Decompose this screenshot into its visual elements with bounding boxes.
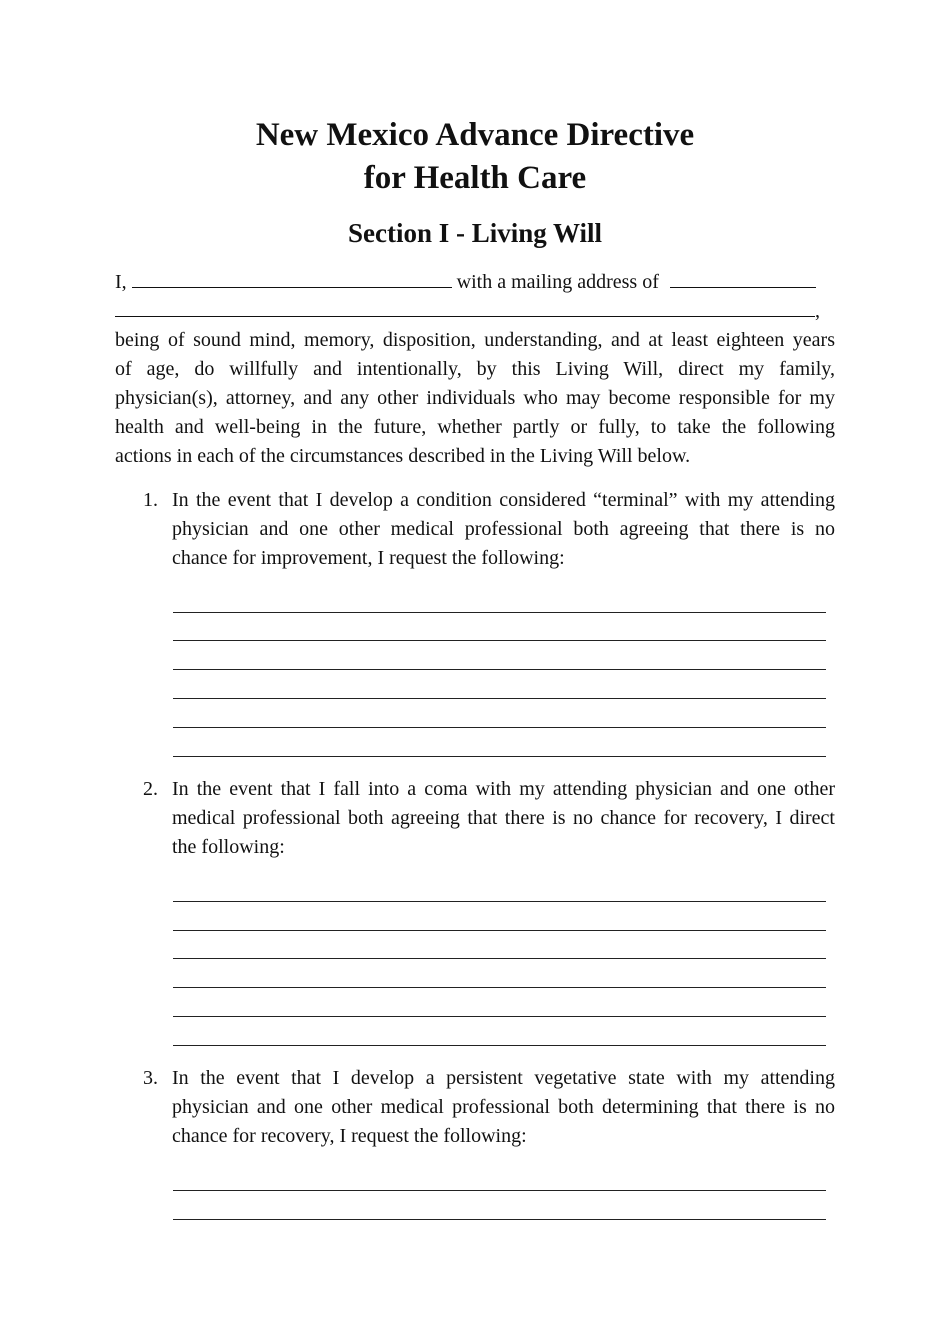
intro-paragraph-line: of age, do willfully and intentionally, by this Living Will, direct my family, (115, 358, 835, 380)
item-2-answer-line[interactable] (173, 930, 826, 931)
item-1-answer-line[interactable] (173, 698, 826, 699)
document-title-line-2: for Health Care (363, 160, 587, 196)
item-1-line: chance for improvement, I request the following: (172, 547, 565, 569)
document-title-line-1: New Mexico Advance Directive (255, 117, 695, 153)
item-1-answer-line[interactable] (173, 727, 826, 728)
item-3-text (172, 1064, 835, 1151)
item-1-number: 1. (143, 489, 158, 511)
intro-paragraph (115, 326, 835, 471)
item-2-text (172, 775, 835, 862)
item-2-answer-line[interactable] (173, 901, 826, 902)
item-2-line: In the event that I fall into a coma with my attending physician and one other (172, 778, 835, 800)
section-title: Section I - Living Will (347, 218, 603, 248)
item-1-answer-line[interactable] (173, 612, 826, 613)
item-2-answer-line[interactable] (173, 1016, 826, 1017)
address-field-part-1[interactable] (670, 269, 816, 288)
address-field-part-2[interactable] (115, 298, 815, 317)
item-2-answer-line[interactable] (173, 987, 826, 988)
item-1-text (172, 486, 835, 573)
item-1-answer-line[interactable] (173, 640, 826, 641)
item-3-line: chance for recovery, I request the following: (172, 1125, 527, 1147)
intro-paragraph-line: physician(s), attorney, and any other individuals who may become responsible for my (115, 387, 835, 409)
intro-line-address-continued (115, 297, 835, 326)
item-1-line: In the event that I develop a condition considered “terminal” with my attending (172, 489, 835, 511)
item-2-line: medical professional both agreeing that there is no chance for recovery, I direct (172, 807, 835, 829)
intro-mailing-address-label: with a mailing address of (456, 271, 659, 293)
intro-trailing-comma: , (815, 300, 820, 322)
item-2-number: 2. (143, 778, 158, 800)
intro-prefix: I, (115, 271, 127, 293)
item-2-answer-line[interactable] (173, 958, 826, 959)
item-2-line: the following: (172, 836, 285, 858)
item-1-answer-line[interactable] (173, 756, 826, 757)
item-3-answer-line[interactable] (173, 1219, 826, 1220)
intro-line-name-address (115, 268, 835, 297)
intro-paragraph-line: health and well-being in the future, whether partly or fully, to take the following (115, 416, 835, 438)
item-2-answer-line[interactable] (173, 1045, 826, 1046)
item-1-answer-line[interactable] (173, 669, 826, 670)
item-3-number: 3. (143, 1067, 158, 1089)
item-3-answer-line[interactable] (173, 1190, 826, 1191)
item-3-line: physician and one other medical professional both determining that there is no (172, 1096, 835, 1118)
intro-paragraph-line: being of sound mind, memory, disposition, understanding, and at least eighteen years (115, 329, 835, 351)
item-3-line: In the event that I develop a persistent vegetative state with my attending (172, 1067, 835, 1089)
item-1-line: physician and one other medical professional both agreeing that there is no (172, 518, 835, 540)
intro-paragraph-line: actions in each of the circumstances described in the Living Will below. (115, 445, 691, 467)
name-field[interactable] (132, 269, 452, 288)
